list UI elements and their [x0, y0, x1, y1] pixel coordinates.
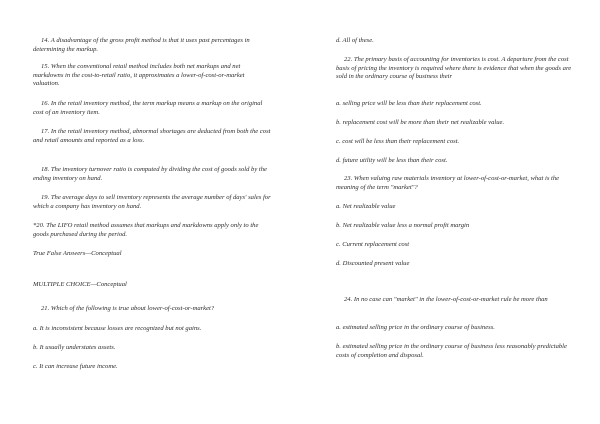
question-23-option-a: a. Net realizable value — [336, 203, 396, 210]
tf-answers-heading: True False Answers—Conceptual — [33, 250, 122, 257]
question-22: 22. The primary basis of accounting for inventories is cost. A departure from the cost basis of pricing the inventory is required where there is evidence that when the goods are sold in the ordinary course of business their — [336, 56, 572, 81]
question-23-option-b: b. Net realizable value less a normal profit margin — [336, 222, 470, 229]
mc-heading: MULTIPLE CHOICE—Conceptual — [33, 281, 127, 288]
question-24-option-a: a. estimated selling price in the ordinary course of business. — [336, 324, 495, 331]
question-22-option-b: b. replacement cost will be more than their net realizable value. — [336, 119, 505, 126]
question-21: 21. Which of the following is true about lower-of-cost-or-market? — [41, 305, 215, 312]
question-23: 23. When valuing raw materials inventory at lower-of-cost-or-market, what is the meaning of the term "market"? — [336, 175, 560, 191]
question-18: 18. The inventory turnover ratio is computed by dividing the cost of goods sold by the ending inventory on hand. — [33, 166, 267, 182]
question-19: 19. The average days to sell inventory represents the average number of days' sales for which a company has inventory on hand. — [33, 194, 271, 210]
question-21-option-a: a. It is inconsistent because losses are recognized but not gains. — [33, 325, 202, 332]
question-24: 24. In no case can "market" in the lower-of-cost-or-market rule be more than — [344, 296, 548, 303]
question-22-option-d: d. future utility will be less than their cost. — [336, 157, 448, 164]
question-20: *20. The LIFO retail method assumes that markups and markdowns apply only to the goods purchased during the period. — [33, 222, 259, 238]
question-21-option-d: d. All of these. — [336, 37, 374, 44]
question-16: 16. In the retail inventory method, the term markup means a markup on the original cost of an inventory item. — [33, 100, 263, 116]
question-21-option-b: b. It usually understates assets. — [33, 344, 116, 351]
question-24-option-b: b. estimated selling price in the ordinary course of business less reasonably predictable costs of completion and disposal. — [336, 343, 567, 359]
question-22-option-c: c. cost will be less than their replacement cost. — [336, 138, 460, 145]
question-14: 14. A disadvantage of the gross profit method is that it uses past percentages in determining the markup. — [33, 37, 250, 53]
question-23-option-c: c. Current replacement cost — [336, 241, 410, 248]
question-22-option-a: a. selling price will be less than their replacement cost. — [336, 100, 482, 107]
question-15: 15. When the conventional retail method includes both net markups and net markdowns in the cost-to-retail ratio, it approximates a lower-of-cost-or-market valuation. — [33, 63, 245, 88]
question-23-option-d: d. Discounted present value — [336, 260, 410, 267]
question-17: 17. In the retail inventory method, abnormal shortages are deducted from both the cost and retail amounts and reported as a loss. — [33, 128, 271, 144]
question-21-option-c: c. It can increase future income. — [33, 363, 118, 370]
